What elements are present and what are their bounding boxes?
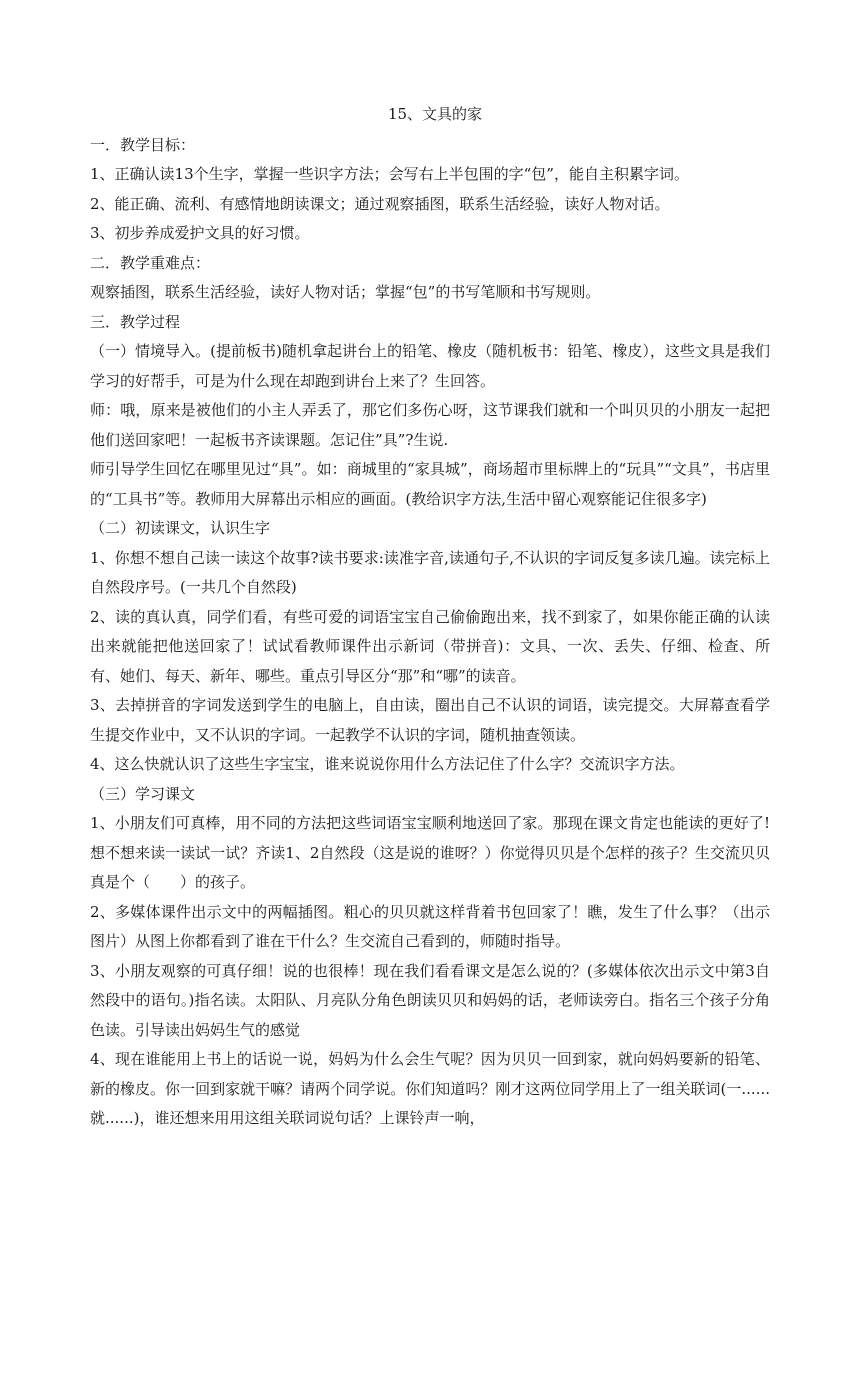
goal-item-2: 2、能正确、流利、有感情地朗读课文；通过观察插图，联系生活经验，读好人物对话。: [90, 194, 670, 213]
study-text-item-1: 1、小朋友们可真棒，用不同的方法把这些词语宝宝顺利地送回了家。那现在课文肯定也能读的更好了!想不想来读一读试一试？齐读1、2自然段（这是说的谁呀？）你觉得贝贝是个怎样的孩子？生交流贝贝真是个（ ）的孩子。: [90, 814, 770, 891]
goal-item-3: 3、初步养成爱护文具的好习惯。: [90, 224, 310, 242]
document-page: [90, 100, 770, 1134]
document-body: [90, 131, 770, 1134]
teacher-paragraph-1: 师：哦，原来是被他们的小主人弄丢了，那它们多伤心呀，这节课我们就和一个叫贝贝的小朋友一起把他们送回家吧！一起板书齐读课题。怎记住”具”?生说.: [90, 401, 770, 449]
section-study-text-heading: （三）学习课文: [90, 784, 196, 803]
first-reading-item-2: 2、读的真认真，同学们看，有些可爱的词语宝宝自己偷偷跑出来，找不到家了，如果你能正确的认读出来就能把他送回家了！试试看教师课件出示新词（带拼音)：文具、一次、丢失、仔细、检查、所有、她们、每天、新年、哪些。重点引导区分“那”和“哪”的读音。: [90, 607, 770, 685]
first-reading-item-4: 4、这么快就认识了这些生字宝宝，谁来说说你用什么方法记住了什么字？交流识字方法。: [90, 755, 685, 773]
study-text-item-3: 3、小朋友观察的可真仔细！说的也很棒！现在我们看看课文是怎么说的？(多媒体依次出示文中第3自然段中的语句。)指名读。太阳队、月亮队分角色朗读贝贝和妈妈的话，老师读旁白。指名三个孩子分角色读。引导读出妈妈生气的感觉: [90, 961, 770, 1039]
first-reading-item-3: 3、去掉拼音的字词发送到学生的电脑上，自由读，圈出自己不认识的词语，读完提交。大屏幕查看学生提交作业中，又不认识的字词。一起教学不认识的字词，随机抽查领读。: [90, 696, 770, 744]
study-text-item-2: 2、多媒体课件出示文中的两幅插图。粗心的贝贝就这样背着书包回家了！瞧，发生了什么事？（出示图片）从图上你都看到了谁在干什么？生交流自己看到的，师随时指导。: [90, 902, 770, 950]
section-first-reading-heading: （二）初读课文，认识生字: [90, 519, 271, 537]
study-text-item-4: 4、现在谁能用上书上的话说一说，妈妈为什么会生气呢？因为贝贝一回到家，就向妈妈要新的铅笔、新的橡皮。你一回到家就干嘛？请两个同学说。你们知道吗？刚才这两位同学用上了一组关联词(一......就......)，谁还想来用用这组关联词说句话？上课铃声一响，: [90, 1050, 770, 1127]
heading-teaching-process: 三．教学过程: [90, 312, 181, 331]
teacher-paragraph-2: 师引导学生回忆在哪里见过“具”。如：商城里的“家具城”，商场超市里标牌上的“玩具”“文具”，书店里的“工具书”等。教师用大屏幕出示相应的画面。(教给识字方法,生活中留心观察能记住很多字): [90, 460, 770, 508]
process-intro-paragraph: （一）情境导入。(提前板书)随机拿起讲台上的铅笔、橡皮（随机板书：铅笔、橡皮），这些文具是我们学习的好帮手，可是为什么现在却跑到讲台上来了？生回答。: [90, 342, 770, 390]
heading-key-points: 二．教学重难点：: [90, 253, 211, 272]
key-points-text: 观察插图，联系生活经验，读好人物对话；掌握“包”的书写笔顺和书写规则。: [90, 283, 601, 301]
first-reading-item-1: 1、你想不想自己读一读这个故事?读书要求:读准字音,读通句子,不认识的字词反复多读几遍。读完标上自然段序号。(一共几个自然段): [90, 548, 770, 596]
heading-teaching-goals: 一．教学目标：: [90, 135, 196, 154]
goal-item-1: 1、正确认读13个生字，掌握一些识字方法；会写右上半包围的字“包”，能自主积累字词。: [90, 165, 689, 183]
document-title: 15、文具的家: [387, 105, 483, 123]
